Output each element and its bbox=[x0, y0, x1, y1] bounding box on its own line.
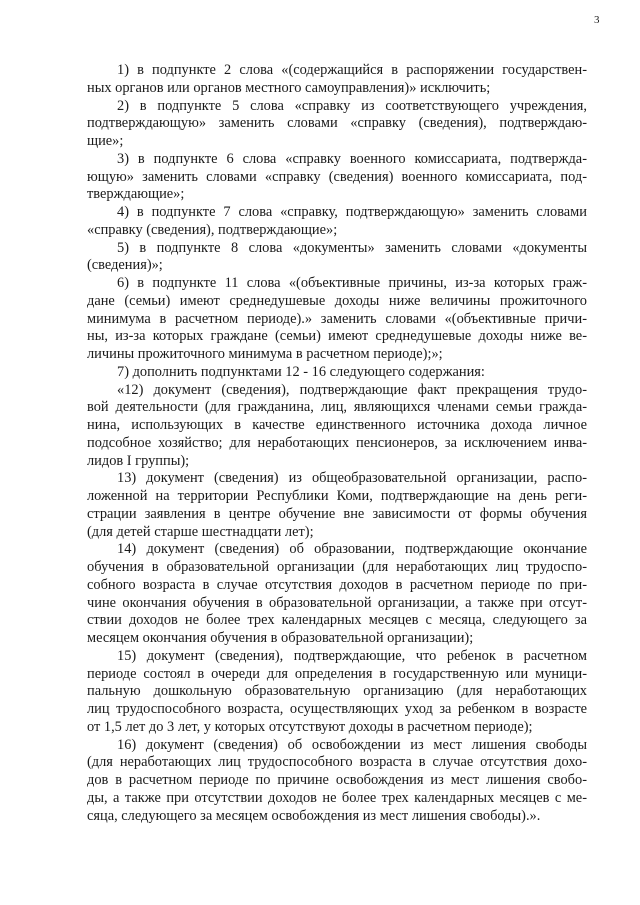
text-line: лиц трудоспособного возраста, осуществляющих уход за ребенком в возрасте bbox=[87, 701, 587, 717]
paragraph bbox=[87, 98, 587, 151]
text-line: ложенной на территории Республики Коми, подтверждающие на день реги- bbox=[87, 488, 587, 504]
text-line: пальную дошкольную образовательную организацию (для неработающих bbox=[87, 683, 587, 700]
text-line: 5) в подпункте 8 слова «документы» заменить словами «документы bbox=[117, 239, 587, 256]
text-line: лидов I группы); bbox=[87, 452, 190, 469]
text-line: периоде состоял в очереди для определения в государственную или муници- bbox=[87, 665, 587, 682]
text-line: страции заявления в центре обучение вне зависимости от формы обучения bbox=[87, 505, 587, 522]
paragraph bbox=[87, 648, 587, 737]
text-line: ны, из-за которых граждане (семьи) имеют среднедушевые доходы ниже ве- bbox=[87, 328, 587, 345]
paragraph bbox=[87, 382, 587, 471]
text-line: 6) в подпункте 11 слова «(объективные причины, из-за которых граж- bbox=[117, 275, 587, 291]
text-line: щие»; bbox=[87, 133, 124, 149]
text-line: (для детей старше шестнадцати лет); bbox=[87, 523, 314, 540]
text-line: 15) документ (сведения), подтверждающие, что ребенок в расчетном bbox=[117, 647, 587, 664]
text-line: подсобное хозяйство; для неработающих пенсионеров, за исключением инва- bbox=[87, 434, 587, 451]
text-line: 7) дополнить подпунктами 12 - 16 следующего содержания: bbox=[117, 363, 485, 380]
page-number: 3 bbox=[594, 14, 600, 26]
text-line: ющую» заменить словами «справку (сведения) военного комиссариата, под- bbox=[87, 168, 587, 185]
text-line: дане (семьи) имеют среднедушевые доходы ниже величины прожиточного bbox=[87, 292, 587, 309]
text-line: обучения в образовательной организации (для неработающих лиц трудоспо- bbox=[87, 559, 587, 575]
paragraph bbox=[87, 62, 587, 98]
text-line: (сведения)»; bbox=[87, 257, 163, 274]
text-line: 14) документ (сведения) об образовании, подтверждающие окончание bbox=[117, 541, 587, 558]
text-line: минимума в расчетном периоде).» заменить словами «(объективные причи- bbox=[87, 310, 587, 327]
paragraph bbox=[87, 541, 587, 648]
text-line: 2) в подпункте 5 слова «справку из соответствующего учреждения, bbox=[117, 97, 587, 114]
text-line: тверждающие»; bbox=[87, 186, 185, 203]
paragraph bbox=[87, 364, 587, 382]
paragraph bbox=[87, 470, 587, 541]
text-line: ствии доходов не более трех календарных месяцев с месяца, следующего за bbox=[87, 612, 587, 629]
text-line: от 1,5 лет до 3 лет, у которых отсутствуют доходы в расчетном периоде); bbox=[87, 718, 533, 735]
text-line: собного возраста в случае отсутствия доходов в расчетном периоде по при- bbox=[87, 576, 587, 593]
paragraph bbox=[87, 275, 587, 364]
paragraph bbox=[87, 737, 587, 826]
text-line: «справку (сведения), подтверждающие»; bbox=[87, 221, 338, 238]
paragraph bbox=[87, 240, 587, 276]
text-line: 3) в подпункте 6 слова «справку военного комиссариата, подтвержда- bbox=[117, 150, 587, 167]
text-line: (для неработающих лиц трудоспособного возраста в случае отсутствия дохо- bbox=[87, 754, 587, 771]
text-line: ды, а также при отсутствии доходов не более трех календарных месяцев с ме- bbox=[87, 789, 587, 806]
text-line: 13) документ (сведения) из общеобразовательной организации, распо- bbox=[117, 470, 587, 487]
text-line: вой деятельности (для гражданина, лиц, являющихся членами семьи гражда- bbox=[87, 399, 587, 416]
paragraph bbox=[87, 151, 587, 204]
text-line: ных органов или органов местного самоуправления)» исключить; bbox=[87, 79, 491, 96]
text-line: дов в расчетном периоде по причине освобождения из мест лишения свобо- bbox=[87, 772, 587, 788]
text-line: нина, использующих в качестве единственного источника дохода личное bbox=[87, 417, 587, 433]
text-line: 1) в подпункте 2 слова «(содержащийся в распоряжении государствен- bbox=[117, 62, 587, 78]
paragraph bbox=[87, 204, 587, 240]
text-line: 16) документ (сведения) об освобождении из мест лишения свободы bbox=[117, 736, 587, 753]
text-line: месяцем окончания обучения в образовательной организации); bbox=[87, 630, 474, 646]
text-line: сяца, следующего за месяцем освобождения из мест лишения свободы).». bbox=[87, 807, 541, 824]
text-line: «12) документ (сведения), подтверждающие факт прекращения трудо- bbox=[117, 381, 587, 398]
document-body bbox=[87, 62, 587, 825]
text-line: 4) в подпункте 7 слова «справку, подтверждающую» заменить словами bbox=[117, 204, 587, 220]
text-line: личины прожиточного минимума в расчетном периоде);»; bbox=[87, 346, 443, 362]
text-line: чине окончания обучения в образовательной организации, а также при отсут- bbox=[87, 594, 587, 611]
text-line: подтверждающую» заменить словами «справку (сведения), подтверждаю- bbox=[87, 115, 587, 132]
